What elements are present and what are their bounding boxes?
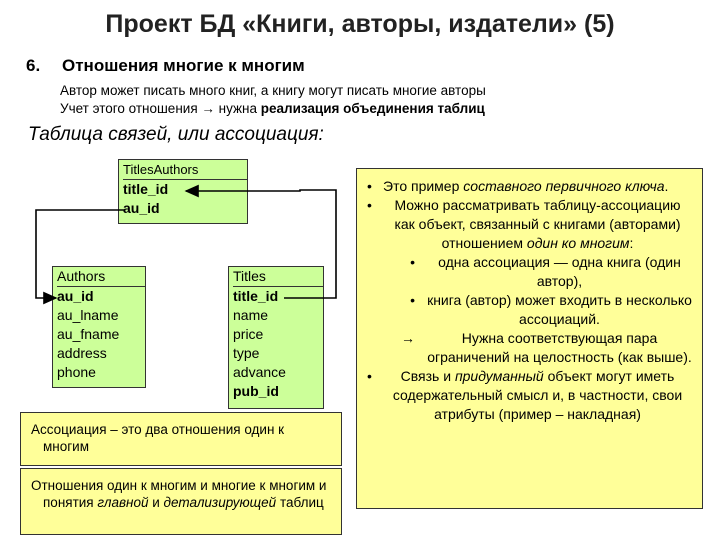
table-titles-field-title-id: title_id (233, 288, 279, 304)
note2-part-d: детализирующей (163, 495, 277, 510)
side-bullet-3 (367, 367, 692, 424)
side-explanation-box (356, 168, 703, 509)
note2-part-b: главной (97, 495, 149, 510)
section-line-2-bold: реализация объединения таблиц (260, 101, 485, 116)
table-titles-field-advance: advance (233, 364, 286, 380)
side-sub-1-text: одна ассоциация — одна книга (один автор), (438, 254, 681, 289)
table-authors-field-au-lname: au_lname (57, 307, 119, 323)
section-line-1: Автор может писать много книг, а книгу могут писать многие авторы (60, 83, 486, 98)
section-heading: Отношения многие к многим (62, 56, 305, 75)
table-authors-field-au-id: au_id (57, 288, 94, 304)
side-sub-2 (367, 291, 692, 329)
side-b3-c: объект могут иметь содержательный смысл и, в частности, свои атрибуты (пример – накладная) (392, 368, 683, 422)
bullet-icon: • (410, 292, 415, 308)
side-sub-2-text: книга (автор) может входить в несколько ассоциаций. (427, 292, 692, 327)
note-master-detail (20, 468, 342, 535)
bullet-icon: • (367, 178, 372, 194)
association-title: Таблица связей, или ассоциация: (28, 124, 324, 145)
table-titles-name: Titles (233, 267, 323, 287)
side-bullet-1 (367, 177, 692, 196)
link-au-id (36, 210, 124, 298)
table-authors-field-phone: phone (57, 364, 96, 380)
note-association-definition (20, 412, 342, 466)
side-bullet-1-text (383, 177, 692, 196)
link-title-id (186, 190, 336, 298)
side-bullet-2-text (383, 196, 692, 253)
side-b3-a: Связь и (400, 368, 455, 384)
table-titles-field-name: name (233, 307, 269, 323)
side-b2-b: один ко многим (526, 235, 630, 251)
bullet-icon: • (367, 368, 372, 384)
side-sub-1 (367, 253, 692, 291)
table-authors-field-au-fname: au_fname (57, 326, 120, 342)
arrow-right-icon: → (401, 330, 415, 346)
section-number: 6. (26, 56, 41, 75)
table-titlesauthors-field-au-id: au_id (123, 200, 160, 216)
table-titles-field-pub-id: pub_id (233, 383, 279, 399)
bullet-icon: • (410, 254, 415, 270)
bullet-icon: • (367, 197, 372, 213)
side-bullet-2 (367, 196, 692, 253)
table-titlesauthors-name: TitlesAuthors (123, 160, 247, 180)
side-b3-b: придуманный (454, 368, 544, 384)
table-authors-field-address: address (57, 345, 107, 361)
note2-part-c: и (148, 495, 164, 510)
side-b1-a: Это пример (383, 178, 464, 194)
note2-part-e: таблиц (276, 495, 324, 510)
note2-part-a: Отношения один к многим и многие к многим и понятия (31, 478, 327, 510)
table-titles-field-price: price (233, 326, 264, 342)
table-authors-name: Authors (57, 267, 145, 287)
table-titlesauthors-field-title-id: title_id (123, 181, 169, 197)
side-bullet-3-text (383, 367, 692, 424)
section-line-2-prefix: Учет этого отношения → нужна (60, 101, 261, 116)
note-association-text: Ассоциация – это два отношения один к многим (31, 422, 285, 454)
page-title: Проект БД «Книги, авторы, издатели» (5) (105, 10, 615, 38)
table-titles-field-type: type (233, 345, 260, 361)
side-b1-c: . (664, 178, 669, 194)
side-b2-c: : (629, 235, 634, 251)
side-sub-3 (367, 329, 692, 367)
side-b2-a: Можно рассматривать таблицу-ассоциацию как объект, связанный с книгами (авторами) отношением (394, 197, 681, 251)
side-b1-b: составного первичного ключа (463, 178, 665, 194)
side-sub-3-text: Нужна соответствующая пара ограничений на целостность (как выше). (427, 330, 692, 365)
note-master-detail-text (31, 477, 333, 511)
